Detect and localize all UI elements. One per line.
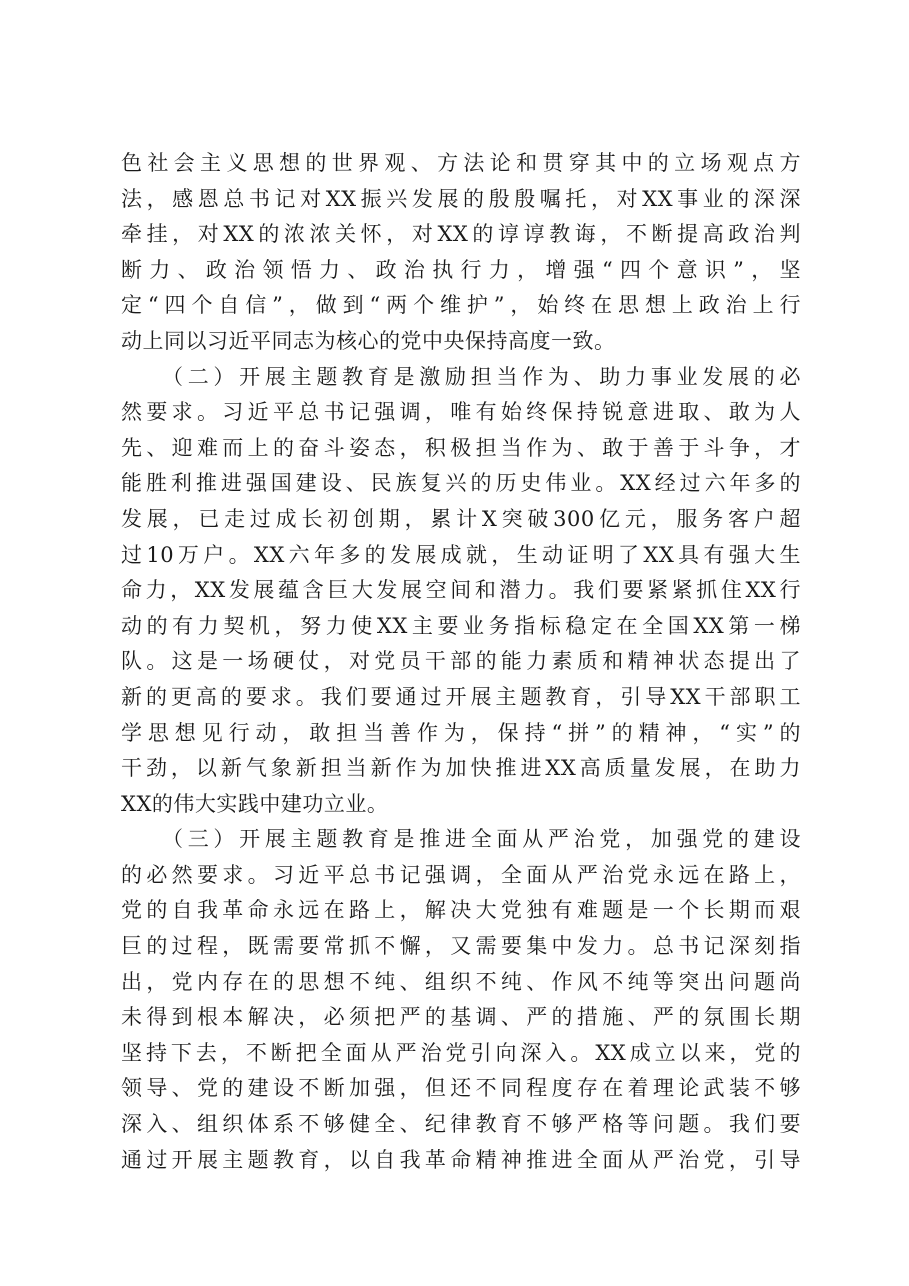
text-line: 深入、组织体系不够健全、纪律教育不够严格等问题。我们要	[121, 1112, 801, 1137]
text-line: 动的有力契机，努力使XX主要业务指标稳定在全国XX第一梯	[121, 613, 801, 638]
text-line: （二）开展主题教育是激励担当作为、助力事业发展的必	[121, 364, 801, 389]
text-line: 出，党内存在的思想不纯、组织不纯、作风不纯等突出问题尚	[121, 969, 801, 994]
text-line: 学思想见行动，敢担当善作为，保持“拼”的精神，“实”的	[121, 720, 801, 745]
text-line: 领导、党的建设不断加强，但还不同程度存在着理论武装不够	[121, 1076, 801, 1101]
text-line: 过10万户。XX六年多的发展成就，生动证明了XX具有强大生	[121, 542, 801, 567]
text-line: 队。这是一场硬仗，对党员干部的能力素质和精神状态提出了	[121, 649, 801, 674]
text-line: 能胜利推进强国建设、民族复兴的历史伟业。XX经过六年多的	[121, 471, 801, 496]
text-line: 先、迎难而上的奋斗姿态，积极担当作为、敢于善于斗争，才	[121, 435, 801, 460]
text-line: 牵挂，对XX的浓浓关怀，对XX的谆谆教诲，不断提高政治判	[121, 222, 801, 247]
text-line: 断力、政治领悟力、政治执行力，增强“四个意识”，坚	[121, 257, 801, 282]
text-line: 的必然要求。习近平总书记强调，全面从严治党永远在路上，	[121, 862, 801, 887]
text-line: 坚持下去，不断把全面从严治党引向深入。XX成立以来，党的	[121, 1040, 801, 1065]
text-line: 动上同以习近平同志为核心的党中央保持高度一致。	[121, 328, 616, 353]
text-line: 干劲，以新气象新担当新作为加快推进XX高质量发展，在助力	[121, 756, 801, 781]
document-body	[121, 146, 801, 1178]
text-line: 发展，已走过成长初创期，累计X突破300亿元，服务客户超	[121, 506, 801, 531]
text-line: XX的伟大实践中建功立业。	[121, 791, 389, 816]
text-line: 党的自我革命永远在路上，解决大党独有难题是一个长期而艰	[121, 898, 801, 923]
text-line: 新的更高的要求。我们要通过开展主题教育，引导XX干部职工	[121, 684, 801, 709]
text-line: 然要求。习近平总书记强调，唯有始终保持锐意进取、敢为人	[121, 400, 801, 425]
text-line: 法，感恩总书记对XX振兴发展的殷殷嘱托，对XX事业的深深	[121, 186, 801, 211]
text-line: （三）开展主题教育是推进全面从严治党，加强党的建设	[121, 827, 801, 852]
text-line: 色社会主义思想的世界观、方法论和贯穿其中的立场观点方	[121, 151, 801, 175]
text-line: 巨的过程，既需要常抓不懈，又需要集中发力。总书记深刻指	[121, 934, 801, 959]
text-line: 定“四个自信”，做到“两个维护”，始终在思想上政治上行	[121, 293, 801, 318]
text-line: 通过开展主题教育，以自我革命精神推进全面从严治党，引导	[121, 1147, 801, 1172]
text-line: 命力，XX发展蕴含巨大发展空间和潜力。我们要紧紧抓住XX行	[121, 578, 801, 603]
text-line: 未得到根本解决，必须把严的基调、严的措施、严的氛围长期	[121, 1005, 801, 1030]
